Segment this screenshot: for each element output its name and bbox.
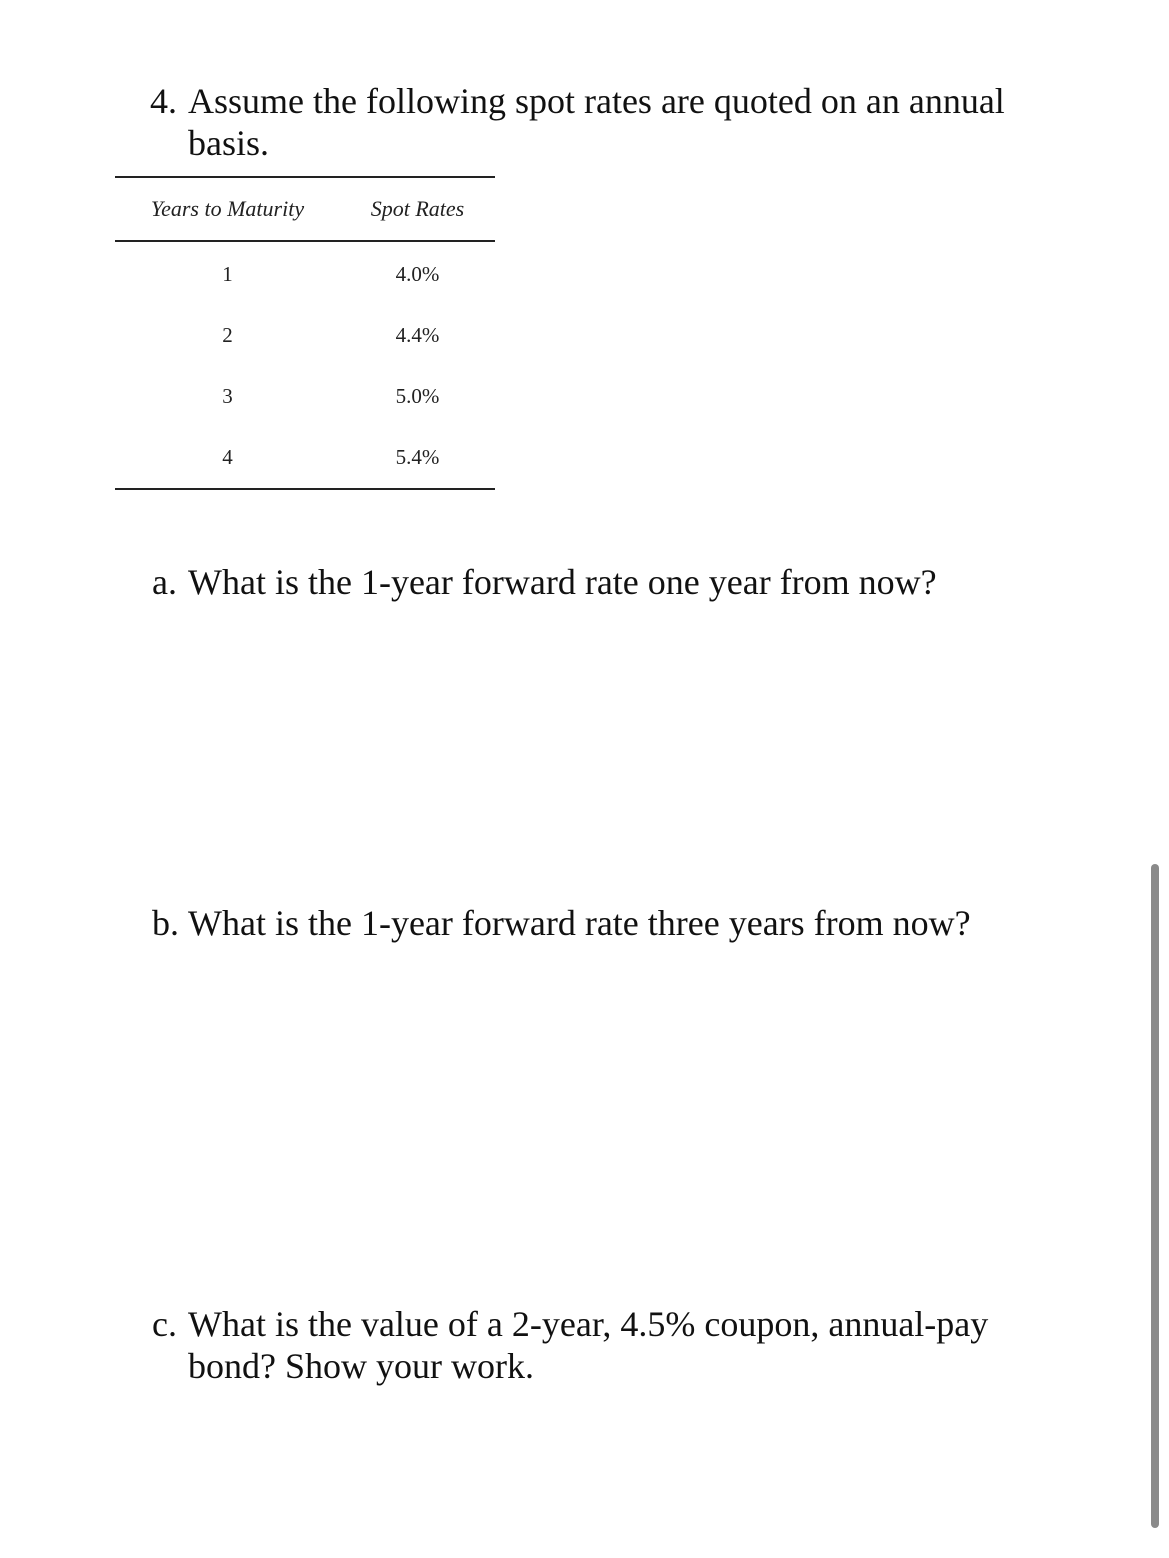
subquestion-b xyxy=(152,902,1032,944)
question-4 xyxy=(150,80,1050,164)
header-years-to-maturity: Years to Maturity xyxy=(150,196,305,221)
subquestion-a xyxy=(152,561,1032,603)
spot-rates-table xyxy=(115,176,495,490)
vertical-scrollbar[interactable] xyxy=(1151,864,1159,1528)
subquestion-label: c. xyxy=(152,1304,177,1344)
subquestion-text-line1: What is the value of a 2-year, 4.5% coupon, annual-pay xyxy=(188,1304,989,1344)
maturity-cell: 3 xyxy=(222,384,233,408)
table-row xyxy=(115,241,495,305)
subquestion-text-line2: bond? Show your work. xyxy=(188,1346,534,1386)
maturity-cell: 4 xyxy=(222,445,233,469)
subquestion-c xyxy=(152,1303,1032,1387)
table-row xyxy=(115,427,495,489)
rate-cell: 4.4% xyxy=(395,323,440,347)
subquestion-label: b. xyxy=(152,903,179,943)
subquestion-label: a. xyxy=(152,562,177,602)
table-row xyxy=(115,305,495,366)
maturity-cell: 1 xyxy=(222,262,233,286)
rate-cell: 4.0% xyxy=(395,262,440,286)
rate-cell: 5.0% xyxy=(395,384,440,408)
subquestion-text: What is the 1-year forward rate three years from now? xyxy=(188,903,971,943)
question-number: 4. xyxy=(150,81,177,121)
rate-cell: 5.4% xyxy=(395,445,440,469)
table-row xyxy=(115,366,495,427)
maturity-cell: 2 xyxy=(222,323,233,347)
header-spot-rates: Spot Rates xyxy=(370,196,465,221)
question-text-line1: Assume the following spot rates are quoted on an annual xyxy=(188,81,1005,121)
subquestion-text: What is the 1-year forward rate one year from now? xyxy=(188,562,937,602)
table-header-row xyxy=(115,177,495,241)
question-text-line2: basis. xyxy=(188,123,269,163)
